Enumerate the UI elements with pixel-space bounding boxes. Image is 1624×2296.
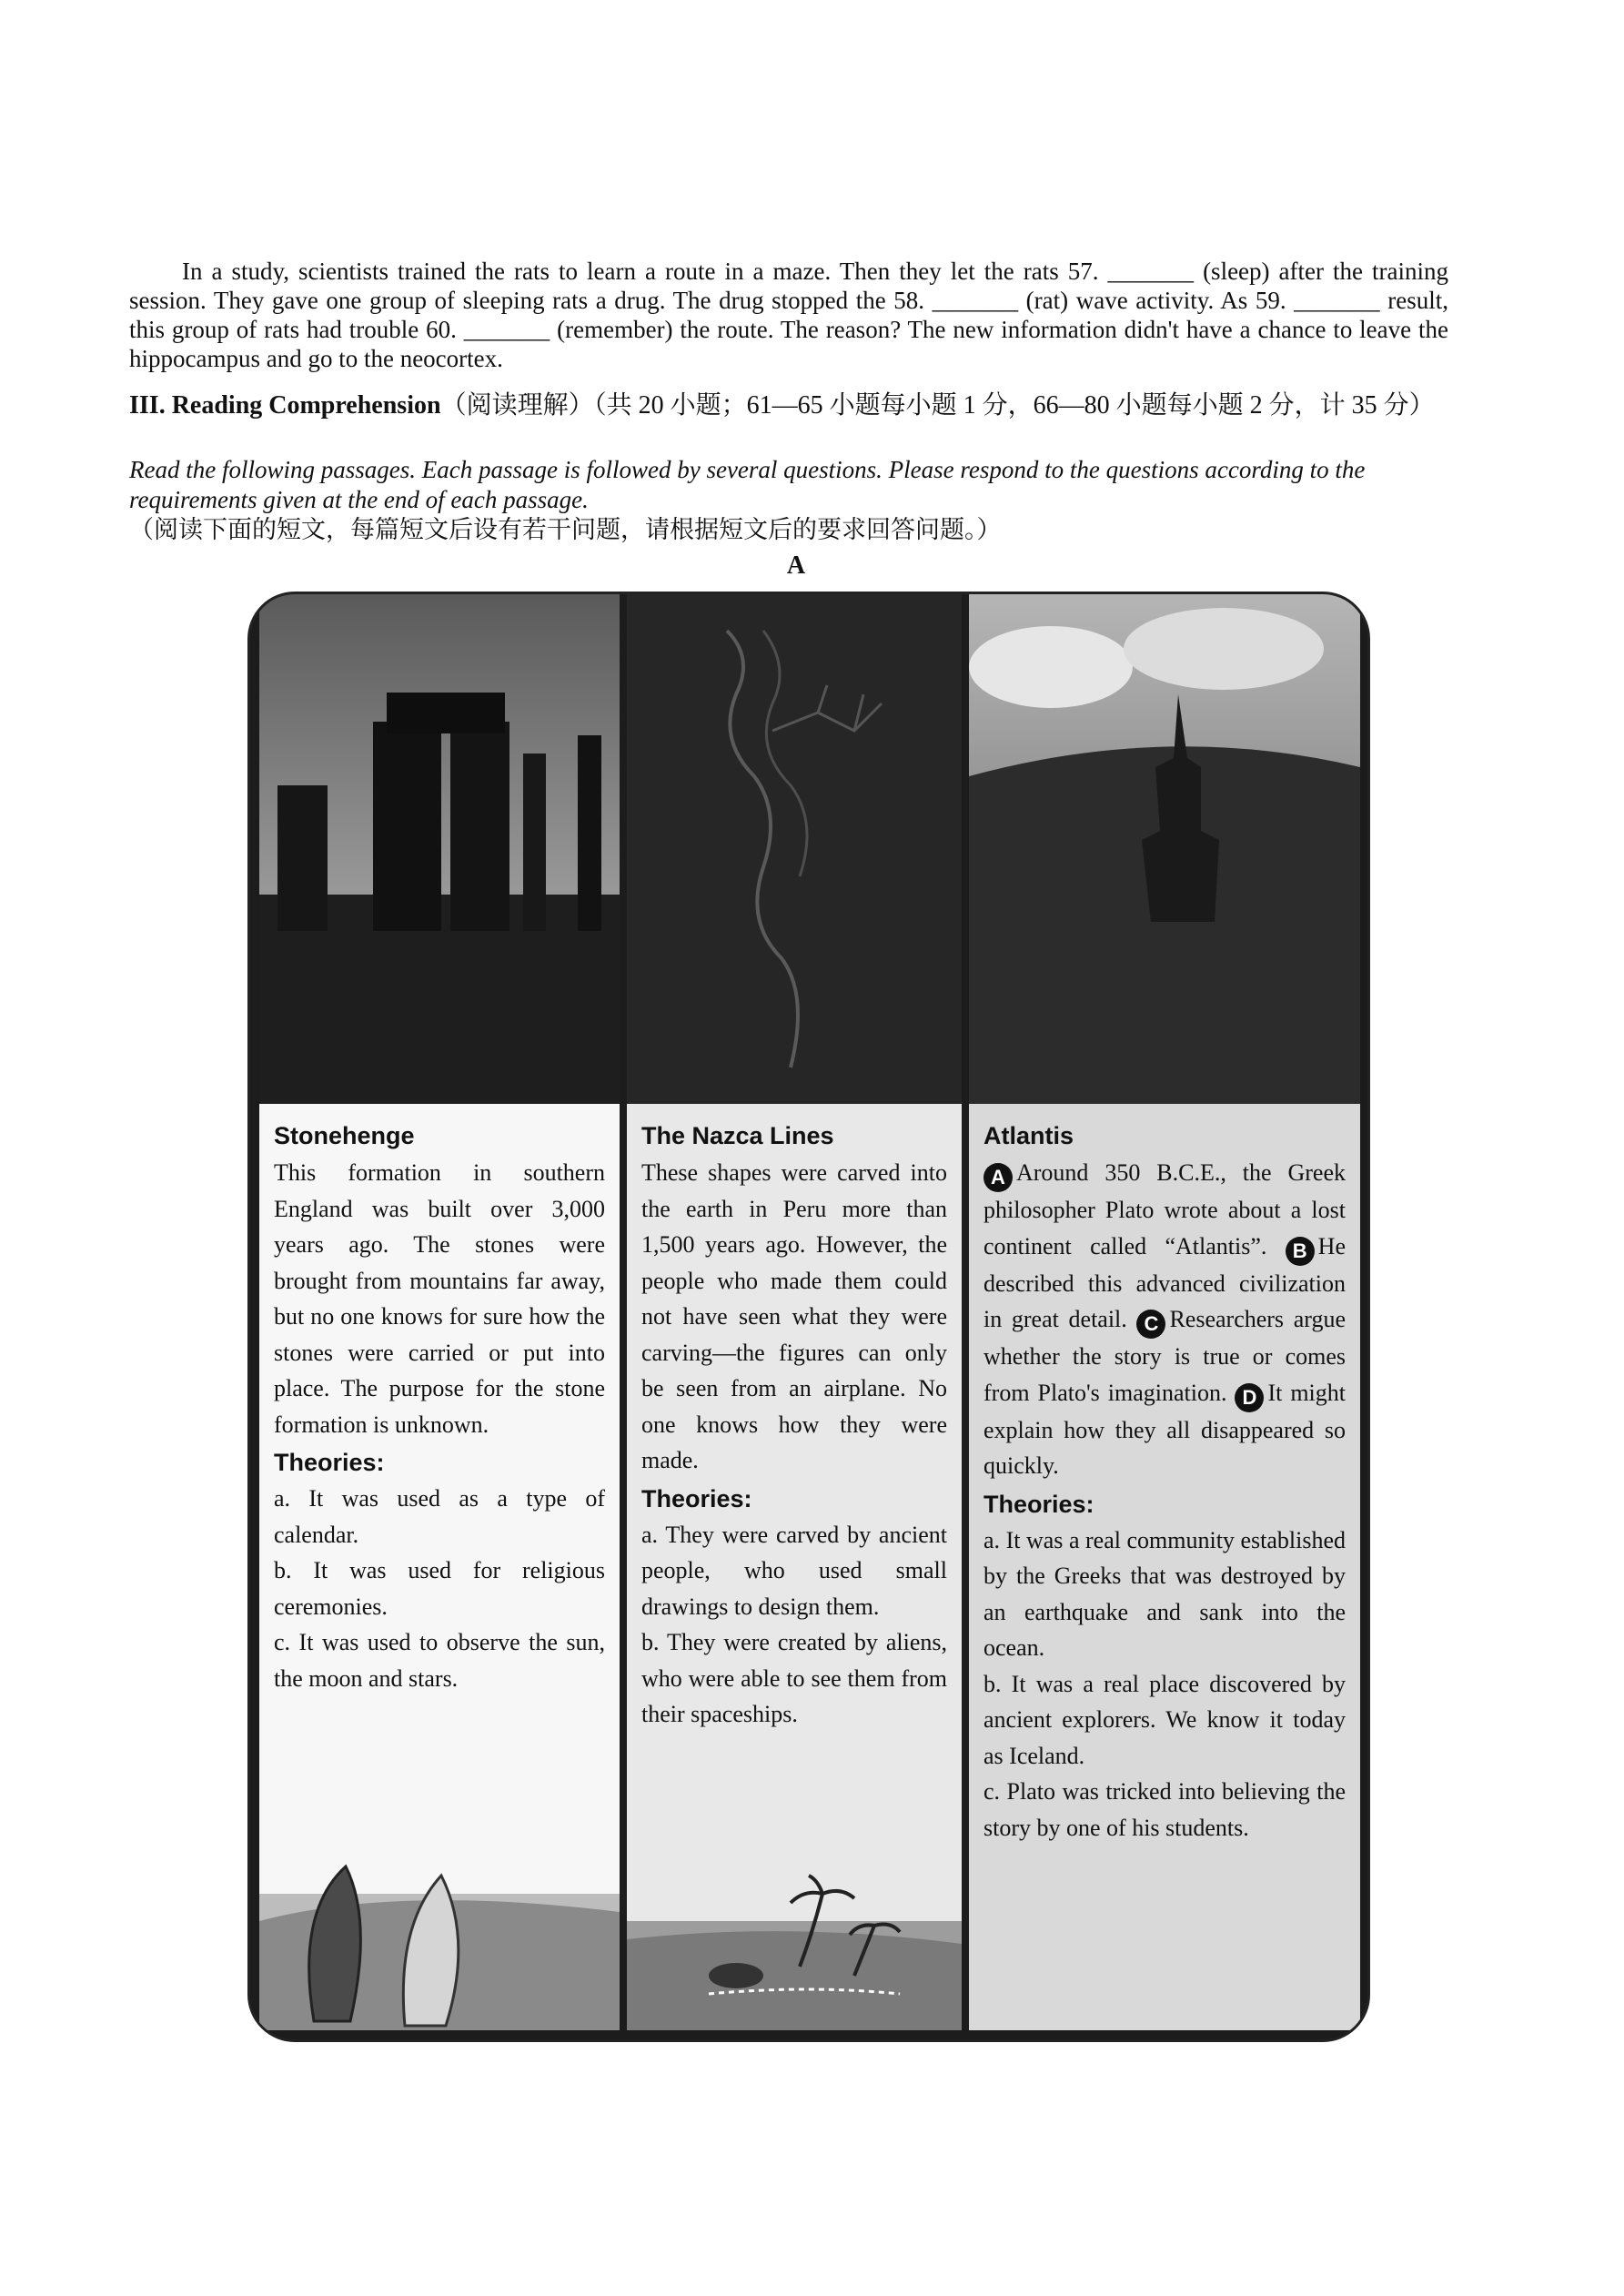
passage-letter: A	[786, 551, 806, 580]
stonehenge-theory-b: b. It was used for religious ceremonies.	[274, 1557, 605, 1620]
instructions-en: Read the following passages. Each passage is followed by several questions. Please respond to the questions according to the requirements given at the end of each passage.	[129, 456, 1366, 513]
stonehenge-text: This formation in southern England was built over 3,000 years ago. The stones were brought from mountains far away, but no one knows for sure how the stones were carried or put into place. The purpose for the stone formation is unknown.	[274, 1159, 605, 1438]
passage-a-panel	[247, 592, 1370, 2042]
stonehenge-theories-heading: Theories:	[274, 1449, 385, 1476]
atlantis-title: Atlantis	[983, 1122, 1074, 1149]
section-title: III. Reading Comprehension	[129, 391, 441, 420]
atlantis-column	[969, 594, 1360, 2039]
atlantis-text	[983, 1155, 1346, 1484]
instructions	[129, 455, 1448, 545]
atlantis-sentence-a: Around 350 B.C.E., the Greek philosopher Plato wrote about a lost continent called “Atlantis”.	[983, 1159, 1346, 1259]
surfboard-illustration	[259, 1839, 620, 2030]
atlantis-theory-c: c. Plato was tricked into believing the story by one of his students.	[983, 1778, 1346, 1841]
nazca-theory-a: a. They were carved by ancient people, who used small drawings to design them.	[641, 1521, 947, 1620]
palm-island-illustration	[627, 1839, 962, 2030]
nazca-title: The Nazca Lines	[641, 1122, 834, 1149]
stonehenge-column	[259, 594, 620, 2039]
marker-d: D	[1235, 1383, 1264, 1412]
stonehenge-theory-a: a. It was used as a type of calendar.	[274, 1485, 605, 1548]
stonehenge-theory-c: c. It was used to observe the sun, the moon and stars.	[274, 1629, 605, 1692]
section-title-cn: （阅读理解）（共 20 小题；61—65 小题每小题 1 分，66—80 小题每小题 2 分，计 35 分）	[440, 391, 1435, 420]
stonehenge-image	[259, 594, 620, 1104]
atlantis-image	[969, 594, 1360, 1104]
atlantis-sentence-b: He described this advanced civilization in great detail.	[983, 1232, 1346, 1332]
marker-a: A	[983, 1163, 1013, 1192]
nazca-theory-b: b. They were created by aliens, who were able to see them from their spaceships.	[641, 1629, 947, 1727]
stonehenge-title: Stonehenge	[274, 1122, 415, 1149]
atlantis-sentence-d: It might explain how they all disappeared so quickly.	[983, 1379, 1346, 1479]
nazca-text: These shapes were carved into the earth in Peru more than 1,500 years ago. However, the people who made them could not have seen what they were carving—the figures can only be seen from an airplane. No one knows how they were made.	[641, 1159, 947, 1473]
intro-text: In a study, scientists trained the rats to learn a route in a maze. Then they let the rats 57. _______ (sleep) after the training session. They gave one group of sleeping rats a drug. The drug stopped the 58. _______ (rat) wave activity. As 59. _______ result, this group of rats had trouble 60. _______ (remember) the route. The reason? The new information didn't have a chance to leave the hippocampus and go to the neocortex.	[129, 258, 1448, 372]
atlantis-body	[969, 1104, 1360, 2030]
atlantis-theory-a: a. It was a real community established by the Greeks that was destroyed by an earthquake and sank into the ocean.	[983, 1526, 1346, 1661]
intro-paragraph	[129, 257, 1448, 373]
atlantis-sentence-c: Researchers argue whether the story is true or comes from Plato's imagination.	[983, 1306, 1346, 1406]
instructions-cn: （阅读下面的短文，每篇短文后设有若干问题，请根据短文后的要求回答问题。）	[129, 516, 1002, 543]
section-heading	[129, 389, 1448, 422]
marker-b: B	[1286, 1237, 1315, 1266]
nazca-column	[627, 594, 962, 2039]
nazca-image	[627, 594, 962, 1104]
nazca-theories-heading: Theories:	[641, 1484, 752, 1512]
atlantis-theories-heading: Theories:	[983, 1490, 1094, 1518]
marker-c: C	[1136, 1310, 1165, 1339]
atlantis-theory-b: b. It was a real place discovered by ancient explorers. We know it today as Iceland.	[983, 1670, 1346, 1769]
